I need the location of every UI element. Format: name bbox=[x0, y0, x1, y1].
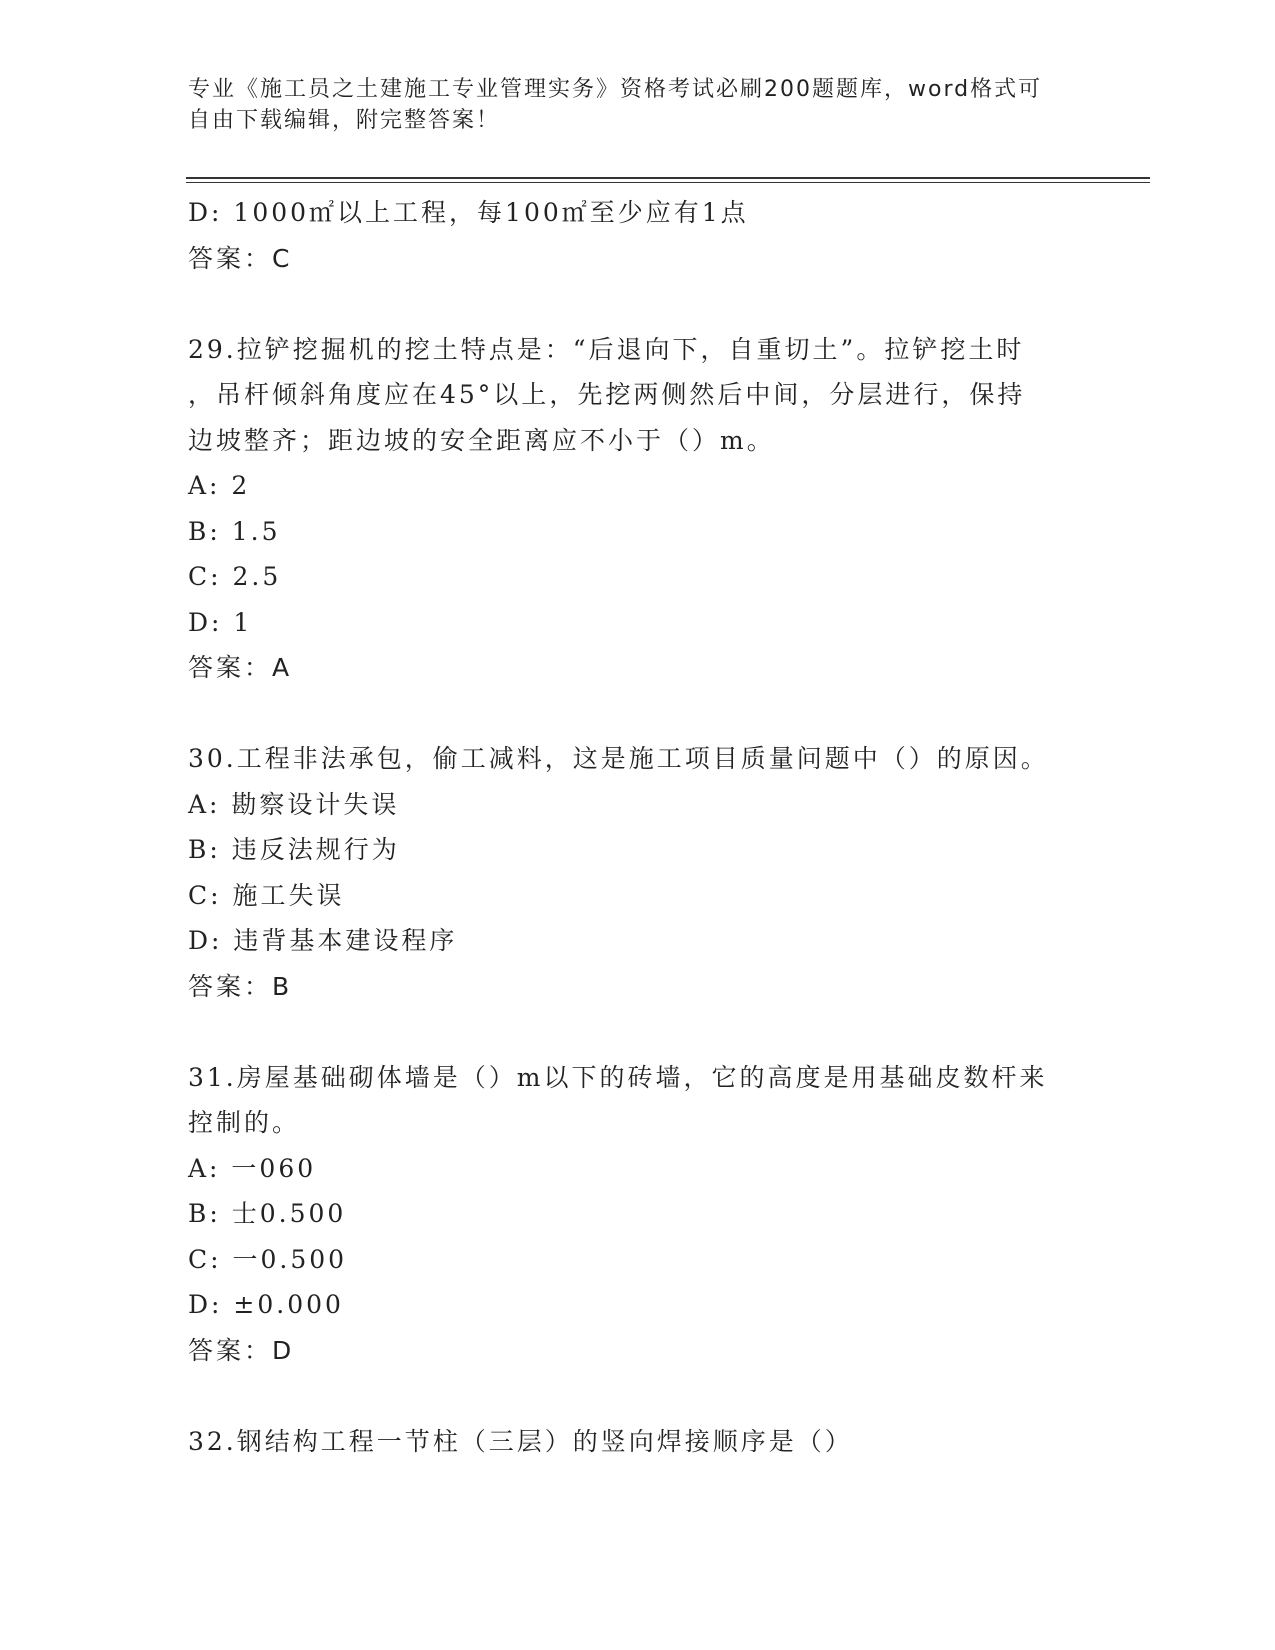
q29-answer: 答案：A bbox=[188, 653, 293, 682]
q31-answer: 答案：D bbox=[188, 1335, 295, 1365]
q30-answer: 答案：B bbox=[188, 971, 293, 1001]
header-rule-thick bbox=[186, 177, 1150, 179]
question-30 bbox=[188, 736, 1088, 1009]
q29-option-d: D: 1 bbox=[188, 607, 253, 637]
q29-option-a: A: 2 bbox=[188, 471, 251, 500]
q29-option-b: B: 1.5 bbox=[188, 516, 281, 546]
q30-stem-line-1: 30.工程非法承包，偷工减料，这是施工项目质量问题中（）的原因。 bbox=[188, 744, 1049, 773]
document-header bbox=[188, 74, 1068, 136]
q31-stem-line-2: 控制的。 bbox=[188, 1108, 301, 1137]
q28-answer: 答案：C bbox=[188, 243, 293, 273]
spacer bbox=[188, 1009, 1088, 1055]
header-line-1: 专业《施工员之土建施工专业管理实务》资格考试必刷200题题库，word格式可 bbox=[188, 77, 1043, 102]
q29-option-c: C: 2.5 bbox=[188, 562, 282, 591]
question-31 bbox=[188, 1055, 1088, 1374]
q32-stem-line-1: 32.钢结构工程一节柱（三层）的竖向焊接顺序是（） bbox=[188, 1426, 853, 1456]
spacer bbox=[188, 281, 1088, 327]
q30-option-d: D: 违背基本建设程序 bbox=[188, 926, 458, 955]
q29-stem-line-2: ，吊杆倾斜角度应在45°以上，先挖两侧然后中间，分层进行，保持 bbox=[188, 380, 1026, 409]
q29-stem-line-1: 29.拉铲挖掘机的挖土特点是：“后退向下，自重切土”。拉铲挖土时 bbox=[188, 334, 1025, 364]
spacer bbox=[188, 691, 1088, 737]
q29-stem-line-3: 边坡整齐；距边坡的安全距离应不小于（）m。 bbox=[188, 425, 775, 455]
header-line-2: 自由下载编辑，附完整答案！ bbox=[188, 108, 501, 133]
q31-option-a: A: 一060 bbox=[188, 1153, 317, 1183]
q30-option-b: B: 违反法规行为 bbox=[188, 835, 400, 864]
q30-option-a: A: 勘察设计失误 bbox=[188, 789, 400, 819]
header-rule-thin bbox=[186, 182, 1150, 183]
q30-option-c: C: 施工失误 bbox=[188, 880, 345, 910]
q31-option-d: D: ±0.000 bbox=[188, 1290, 344, 1319]
question-32 bbox=[188, 1419, 1088, 1465]
spacer bbox=[188, 1373, 1088, 1419]
q31-stem-line-1: 31.房屋基础砌体墙是（）m以下的砖墙，它的高度是用基础皮数杆来 bbox=[188, 1062, 1048, 1092]
question-content bbox=[188, 190, 1088, 1464]
q31-option-b: B: 士0.500 bbox=[188, 1199, 347, 1228]
question-29 bbox=[188, 327, 1088, 691]
q28-option-d: D: 1000㎡以上工程，每100㎡至少应有1点 bbox=[188, 198, 749, 227]
q31-option-c: C: 一0.500 bbox=[188, 1244, 348, 1274]
